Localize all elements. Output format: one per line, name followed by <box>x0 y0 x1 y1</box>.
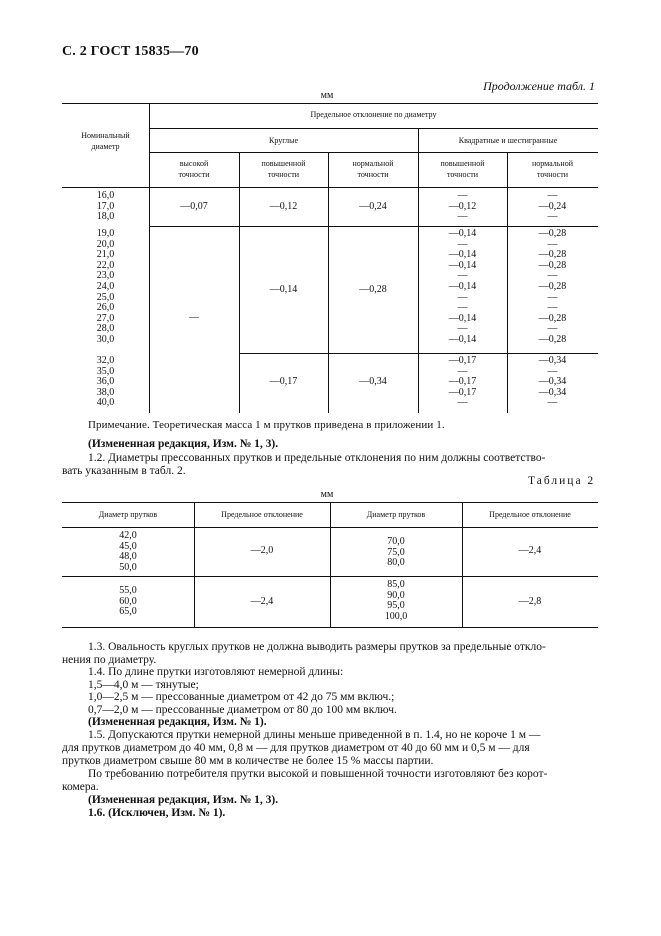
header-high-precision: высокой точности <box>178 159 210 179</box>
table2-header-diameter-1: Диаметр прутков <box>98 510 158 519</box>
header-round: Круглые <box>268 136 299 145</box>
paragraph-1-3-cont: нения по диаметру. <box>62 654 157 666</box>
table1-block1-diameters: 16,0 17,0 18,0 <box>96 190 115 223</box>
paragraph-1-4-item-1: 1,5—4,0 м — тянутые; <box>88 679 199 691</box>
header-higher-precision: повышенной точности <box>261 159 306 179</box>
table1-block3-normal: —0,34 <box>359 376 387 387</box>
table1-block2-diameters: 19,0 20,0 21,0 22,0 23,0 24,0 25,0 26,0 27,0 28,0 30,0 <box>96 228 115 345</box>
revision-note-3: (Измененная редакция, Изм. № 1, 3). <box>88 794 279 806</box>
paragraph-1-4-item-2: 1,0—2,5 м — прессованные диаметром от 42 до 75 мм включ.; <box>88 691 395 703</box>
table1-block1-high: —0,07 <box>180 201 208 212</box>
paragraph-1-5-line-2: для прутков диаметром до 40 мм, 0,8 м — для прутков диаметром от 40 до 60 мм и 0,5 м — для <box>62 742 530 754</box>
header-square-hex: Квадратные и шестигранные <box>458 136 558 145</box>
page-header: С. 2 ГОСТ 15835—70 <box>62 44 199 59</box>
table1-block3-higher: —0,17 <box>269 376 298 387</box>
table2-header-deviation-2: Предельное отклонение <box>489 510 571 519</box>
table2-r2-deviation-2: —2,8 <box>518 596 542 607</box>
table2-r2-diameters-2: 85,0 90,0 95,0 100,0 <box>384 579 408 622</box>
table2-header-deviation-1: Предельное отклонение <box>221 510 303 519</box>
revision-note-2: (Измененная редакция, Изм. № 1). <box>88 716 267 728</box>
table2-r1-deviation-2: —2,4 <box>518 545 542 556</box>
paragraph-1-4-item-3: 0,7—2,0 м — прессованные диаметром от 80 до 100 мм включ. <box>88 704 397 716</box>
table1-block1-sq-normal: — —0,24 — <box>538 190 567 223</box>
table2-r2-diameters-1: 55,0 60,0 65,0 <box>119 585 137 618</box>
table1-block2-higher: —0,14 <box>269 284 298 295</box>
table2-r2-deviation-1: —2,4 <box>250 596 274 607</box>
table2-unit: мм <box>320 489 334 500</box>
header-nominal-diameter: Номинальный диаметр <box>81 131 130 151</box>
table2-r1-diameters-1: 42,0 45,0 48,0 50,0 <box>119 530 137 573</box>
paragraph-1-5-line-4: По требованию потребителя прутки высокой и повышенной точности изготовляют без корот- <box>88 768 548 780</box>
header-normal-precision: нормальной точности <box>352 159 394 179</box>
paragraph-1-4: 1.4. По длине прутки изготовляют немерной длины: <box>88 666 344 678</box>
table1-unit: мм <box>320 90 334 101</box>
paragraph-1-5-line-3: прутков диаметром свыше 80 мм в количестве не более 15 % массы партии. <box>62 755 434 767</box>
table1-block1-normal: —0,24 <box>359 201 387 212</box>
table1-block2-high: — <box>189 312 199 323</box>
table1-block2-normal: —0,28 <box>359 284 387 295</box>
table1-block3-sq-higher: —0,17 — —0,17 —0,17 — <box>448 355 477 409</box>
header-sq-higher-precision: повышенной точности <box>440 159 485 179</box>
table1-block1-higher: —0,12 <box>269 201 298 212</box>
table-continuation-label: Продолжение табл. 1 <box>483 79 595 93</box>
header-deviation: Предельное отклонение по диаметру <box>310 110 437 119</box>
paragraph-1-2-cont: вать указанным в табл. 2. <box>62 465 186 477</box>
table1-block3-diameters: 32,0 35,0 36,0 38,0 40,0 <box>96 355 115 409</box>
table2-r1-diameters-2: 70,0 75,0 80,0 <box>387 536 405 569</box>
table1-block2-sq-normal: —0,28 — —0,28 —0,28 — —0,28 — — —0,28 — —0,28 <box>538 228 567 345</box>
table2-r1-deviation-1: —2,0 <box>250 545 274 556</box>
paragraph-1-5-line-5: комера. <box>62 781 99 793</box>
table1-note: Примечание. Теоретическая масса 1 м прутков приведена в приложении 1. <box>88 419 445 431</box>
table1-block3-sq-normal: —0,34 — —0,34 —0,34 — <box>538 355 567 409</box>
table1-block1-sq-higher: — —0,12 — <box>448 190 477 223</box>
paragraph-1-5: 1.5. Допускаются прутки немерной длины меньше приведенной в п. 1.4, но не короче 1 м — <box>88 729 541 741</box>
header-sq-normal-precision: нормальной точности <box>532 159 573 179</box>
table2-label: Таблица 2 <box>528 475 596 487</box>
table1-block2-sq-higher: —0,14 — —0,14 —0,14 — —0,14 — — —0,14 — —0,14 <box>448 228 477 345</box>
revision-note-1: (Измененная редакция, Изм. № 1, 3). <box>88 438 279 450</box>
paragraph-1-6: 1.6. (Исключен, Изм. № 1). <box>88 807 226 819</box>
paragraph-1-2: 1.2. Диаметры прессованных прутков и предельные отклонения по ним должны соответство- <box>88 452 546 464</box>
paragraph-1-3: 1.3. Овальность круглых прутков не должна выводить размеры прутков за предельные откло- <box>88 641 546 653</box>
table2-header-diameter-2: Диаметр прутков <box>366 510 426 519</box>
